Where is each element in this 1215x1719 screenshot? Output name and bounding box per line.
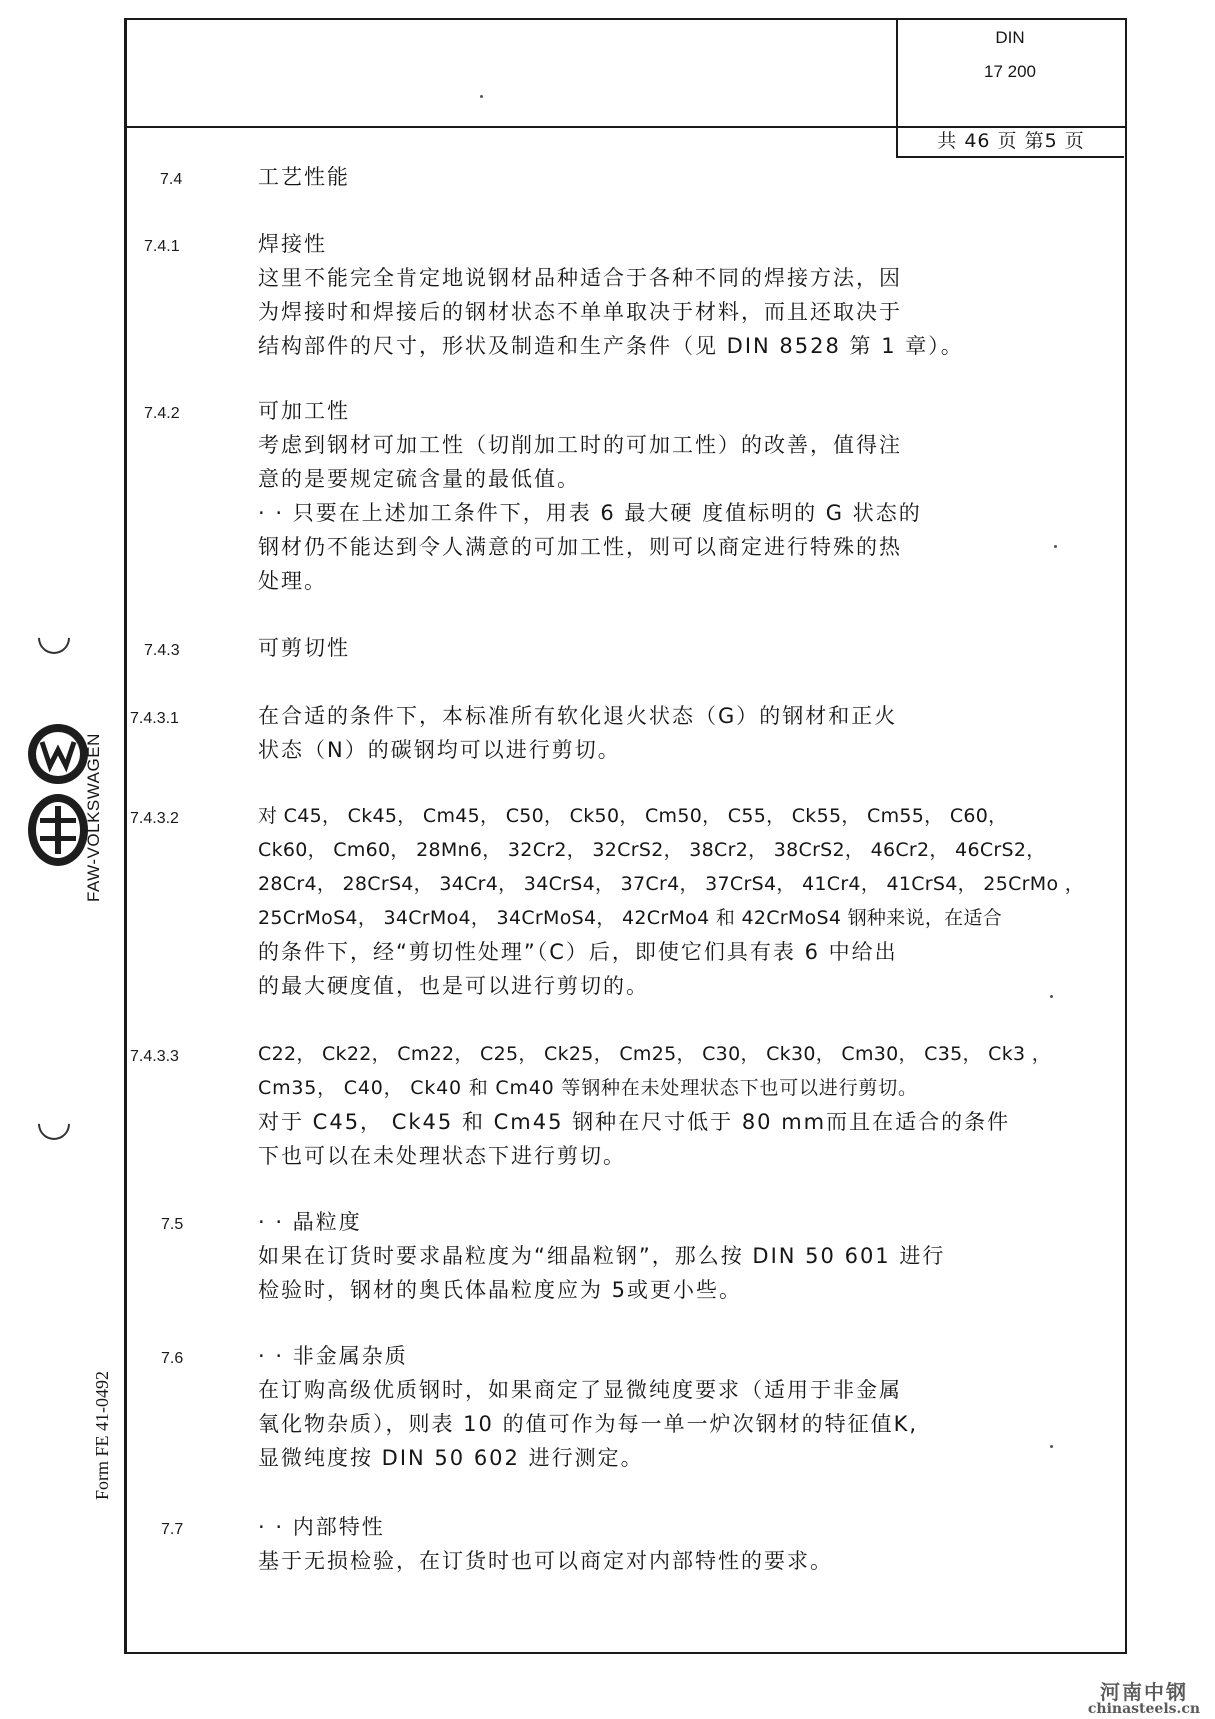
punch-hole bbox=[31, 615, 76, 660]
paragraph-line: 为焊接时和焊接后的钢材状态不单单取决于材料，而且还取决于 bbox=[258, 300, 902, 324]
form-number: Form FE 41-0492 bbox=[92, 1370, 112, 1500]
paragraph-line: 的条件下，经“剪切性处理”（C）后，即使它们具有表 6 中给出 bbox=[258, 940, 898, 964]
paragraph-line: 28Cr4， 28CrS4， 34Cr4， 34CrS4， 37Cr4， 37CrS4， 41Cr4， 41CrS4， 25CrMo ， bbox=[258, 873, 1085, 895]
paragraph-line: 在合适的条件下，本标准所有软化退火状态（G）的钢材和正火 bbox=[258, 704, 898, 728]
section-number: 7.4.3.3 bbox=[130, 1048, 179, 1065]
section-heading: 焊接性 bbox=[258, 232, 327, 256]
paragraph-line: 显微纯度按 DIN 50 602 进行测定。 bbox=[258, 1446, 644, 1470]
paragraph-line: 下也可以在未处理状态下进行剪切。 bbox=[258, 1144, 626, 1168]
paragraph-line: 这里不能完全肯定地说钢材品种适合于各种不同的焊接方法，因 bbox=[258, 266, 902, 290]
site-watermark bbox=[1073, 1680, 1215, 1718]
watermark-url: chinasteels.cn bbox=[1087, 1701, 1201, 1717]
paragraph-line: 的最大硬度值，也是可以进行剪切的。 bbox=[258, 974, 649, 998]
paragraph-line: 考虑到钢材可加工性（切削加工时的可加工性）的改善，值得注 bbox=[258, 433, 902, 457]
paragraph-line: 对 C45， Ck45， Cm45， C50， Ck50， Cm50， C55， Ck55， Cm55， C60， bbox=[258, 805, 1008, 827]
watermark-title: 河南中钢 bbox=[1100, 1680, 1188, 1704]
paragraph-line: 处理。 bbox=[258, 569, 327, 593]
paragraph-line: · · 只要在上述加工条件下，用表 6 最大硬 度值标明的 G 状态的 bbox=[258, 501, 922, 525]
paragraph-line: 对于 C45， Ck45 和 Cm45 钢种在尺寸低于 80 mm而且在适合的条件 bbox=[258, 1110, 1011, 1134]
paragraph-line: C22， Ck22， Cm22， C25， Ck25， Cm25， C30， Ck30， Cm30， C35， Ck3 ， bbox=[258, 1043, 1052, 1065]
scan-speck bbox=[480, 95, 483, 98]
paragraph-line: 状态（N）的碳钢均可以进行剪切。 bbox=[258, 738, 621, 762]
standard-number: 17 200 bbox=[984, 62, 1036, 81]
paragraph-line: 氧化物杂质），则表 10 的值可作为每一单一炉次钢材的特征值K, bbox=[258, 1412, 919, 1436]
paragraph-line: 意的是要规定硫含量的最低值。 bbox=[258, 467, 580, 491]
standard-name: DIN bbox=[995, 28, 1025, 47]
section-number: 7.6 bbox=[161, 1350, 184, 1367]
scan-speck bbox=[1050, 995, 1053, 998]
section-heading: 可剪切性 bbox=[258, 636, 350, 660]
paragraph-line: 25CrMoS4， 34CrMo4， 34CrMoS4， 42CrMo4 和 42CrMoS4 钢种来说，在适合 bbox=[258, 907, 1003, 929]
brand-name: FAW-VOLKSWAGEN bbox=[84, 733, 103, 902]
paragraph-line: 如果在订货时要求晶粒度为“细晶粒钢”，那么按 DIN 50 601 进行 bbox=[258, 1244, 946, 1268]
paragraph-line: 基于无损检验，在订货时也可以商定对内部特性的要求。 bbox=[258, 1549, 833, 1573]
vw-emblem-icon bbox=[28, 724, 88, 784]
section-number: 7.4.3.2 bbox=[130, 810, 179, 827]
paragraph-line: 结构部件的尺寸，形状及制造和生产条件（见 DIN 8528 第 1 章）。 bbox=[258, 334, 964, 358]
section-heading: 可加工性 bbox=[258, 399, 350, 423]
punch-hole bbox=[31, 1101, 76, 1146]
paragraph-line: Cm35， C40， Ck40 和 Cm40 等钢种在未处理状态下也可以进行剪切。 bbox=[258, 1077, 918, 1099]
section-number: 7.4.3.1 bbox=[130, 710, 179, 727]
scan-speck bbox=[1050, 1445, 1053, 1448]
faw-emblem-icon bbox=[28, 794, 88, 866]
paragraph-line: Ck60， Cm60， 28Mn6， 32Cr2， 32CrS2， 38Cr2， 38CrS2， 46Cr2， 46CrS2， bbox=[258, 839, 1046, 861]
paragraph-line: 钢材仍不能达到令人满意的可加工性，则可以商定进行特殊的热 bbox=[258, 535, 902, 559]
paragraph-line: 在订购高级优质钢时，如果商定了显微纯度要求（适用于非金属 bbox=[258, 1378, 902, 1402]
section-heading: · · 非金属杂质 bbox=[258, 1344, 408, 1368]
section-heading: · · 晶粒度 bbox=[258, 1210, 362, 1234]
section-number: 7.4.2 bbox=[144, 405, 180, 422]
section-number: 7.4.1 bbox=[144, 238, 180, 255]
section-heading: · · 内部特性 bbox=[258, 1515, 385, 1539]
scan-speck bbox=[1054, 545, 1057, 548]
section-number: 7.4 bbox=[160, 171, 183, 188]
section-number: 7.4.3 bbox=[144, 642, 180, 659]
paragraph-line: 检验时，钢材的奥氏体晶粒度应为 5或更小些。 bbox=[258, 1278, 743, 1302]
section-heading: 工艺性能 bbox=[258, 165, 350, 189]
section-number: 7.7 bbox=[161, 1521, 184, 1538]
page-info: 共 46 页 第5 页 bbox=[896, 126, 1124, 158]
section-number: 7.5 bbox=[161, 1216, 184, 1233]
